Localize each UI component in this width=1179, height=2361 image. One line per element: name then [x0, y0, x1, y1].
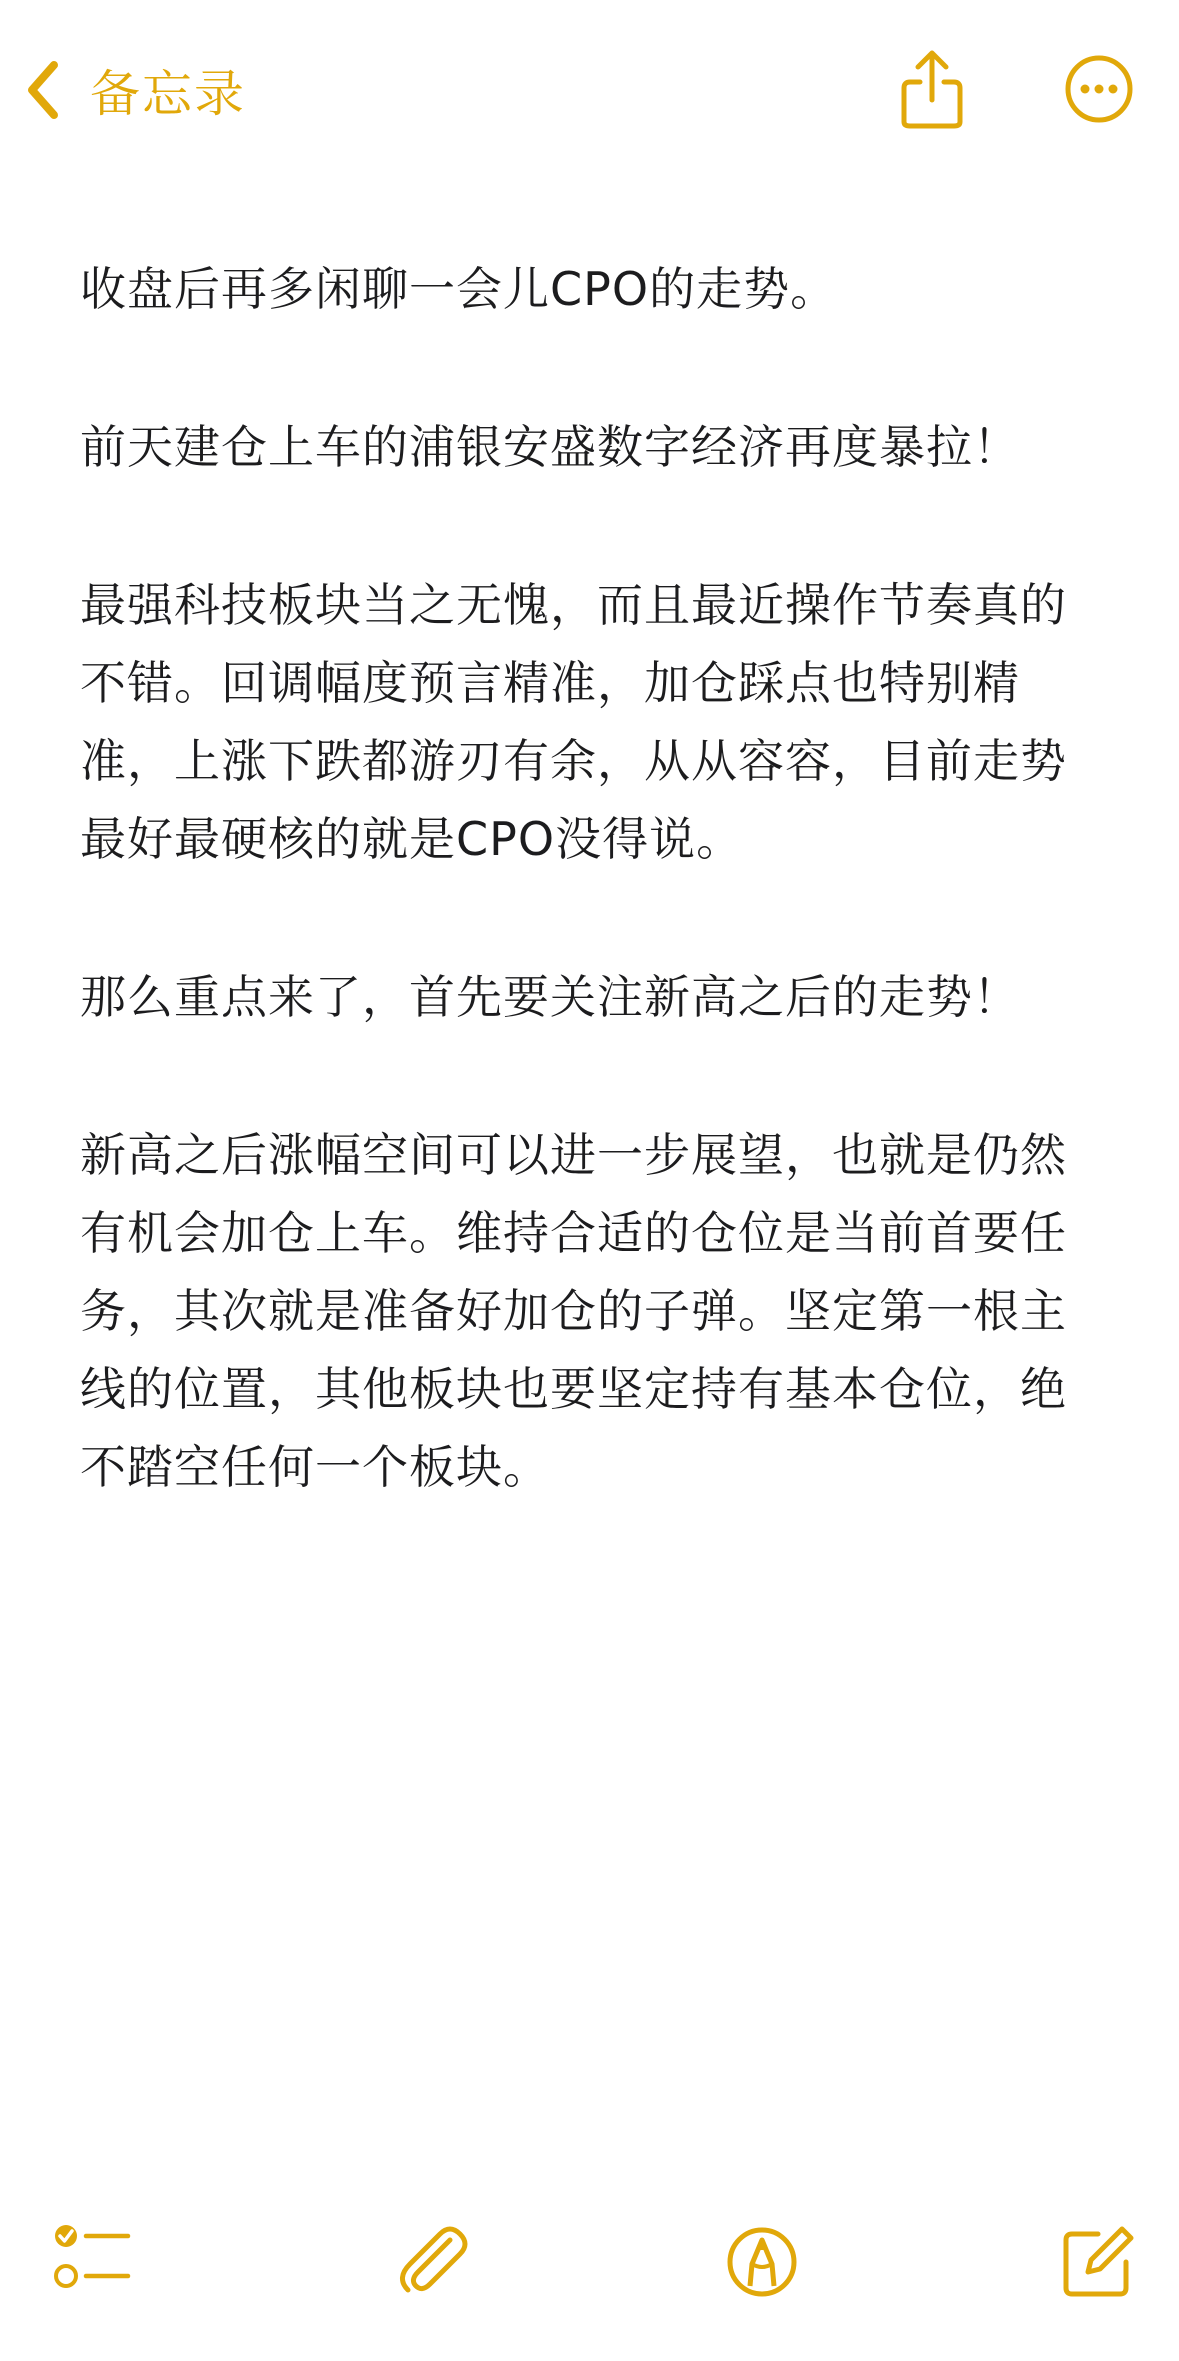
attach-button[interactable] — [392, 2220, 472, 2300]
note-paragraph: 收盘后再多闲聊一会儿CPO的走势。 — [80, 262, 838, 316]
more-button[interactable] — [1064, 54, 1134, 124]
note-body[interactable] — [80, 250, 1110, 1586]
compose-button[interactable] — [1058, 2220, 1138, 2300]
bottom-toolbar — [0, 2220, 1179, 2310]
nav-bar — [0, 0, 1179, 180]
note-paragraph: 那么重点来了，首先要关注新高之后的走势！ — [80, 970, 1020, 1024]
share-button[interactable] — [898, 48, 966, 130]
markup-button[interactable] — [722, 2220, 802, 2300]
note-paragraph: 最强科技板块当之无愧，而且最近操作节奏真的不错。回调幅度预言精准，加仓踩点也特别精准，上涨下跌都游刃有余，从从容容，目前走势最好最硬核的就是CPO没得说。 — [80, 578, 1067, 866]
back-button[interactable] — [20, 55, 246, 125]
chevron-left-icon — [20, 55, 68, 125]
back-label: 备忘录 — [90, 65, 246, 123]
compose-icon — [1058, 2220, 1138, 2300]
checklist-icon — [52, 2220, 132, 2300]
checklist-button[interactable] — [52, 2220, 132, 2300]
note-paragraph: 新高之后涨幅空间可以进一步展望，也就是仍然有机会加仓上车。维持合适的仓位是当前首要任务，其次就是准备好加仓的子弹。坚定第一根主线的位置，其他板块也要坚定持有基本仓位，绝不踏空任何一个板块。 — [80, 1128, 1067, 1494]
note-paragraph: 前天建仓上车的浦银安盛数字经济再度暴拉！ — [80, 420, 1020, 474]
paperclip-icon — [392, 2220, 472, 2300]
markup-pen-icon — [722, 2220, 802, 2300]
share-icon — [898, 48, 966, 130]
more-icon — [1064, 54, 1134, 124]
